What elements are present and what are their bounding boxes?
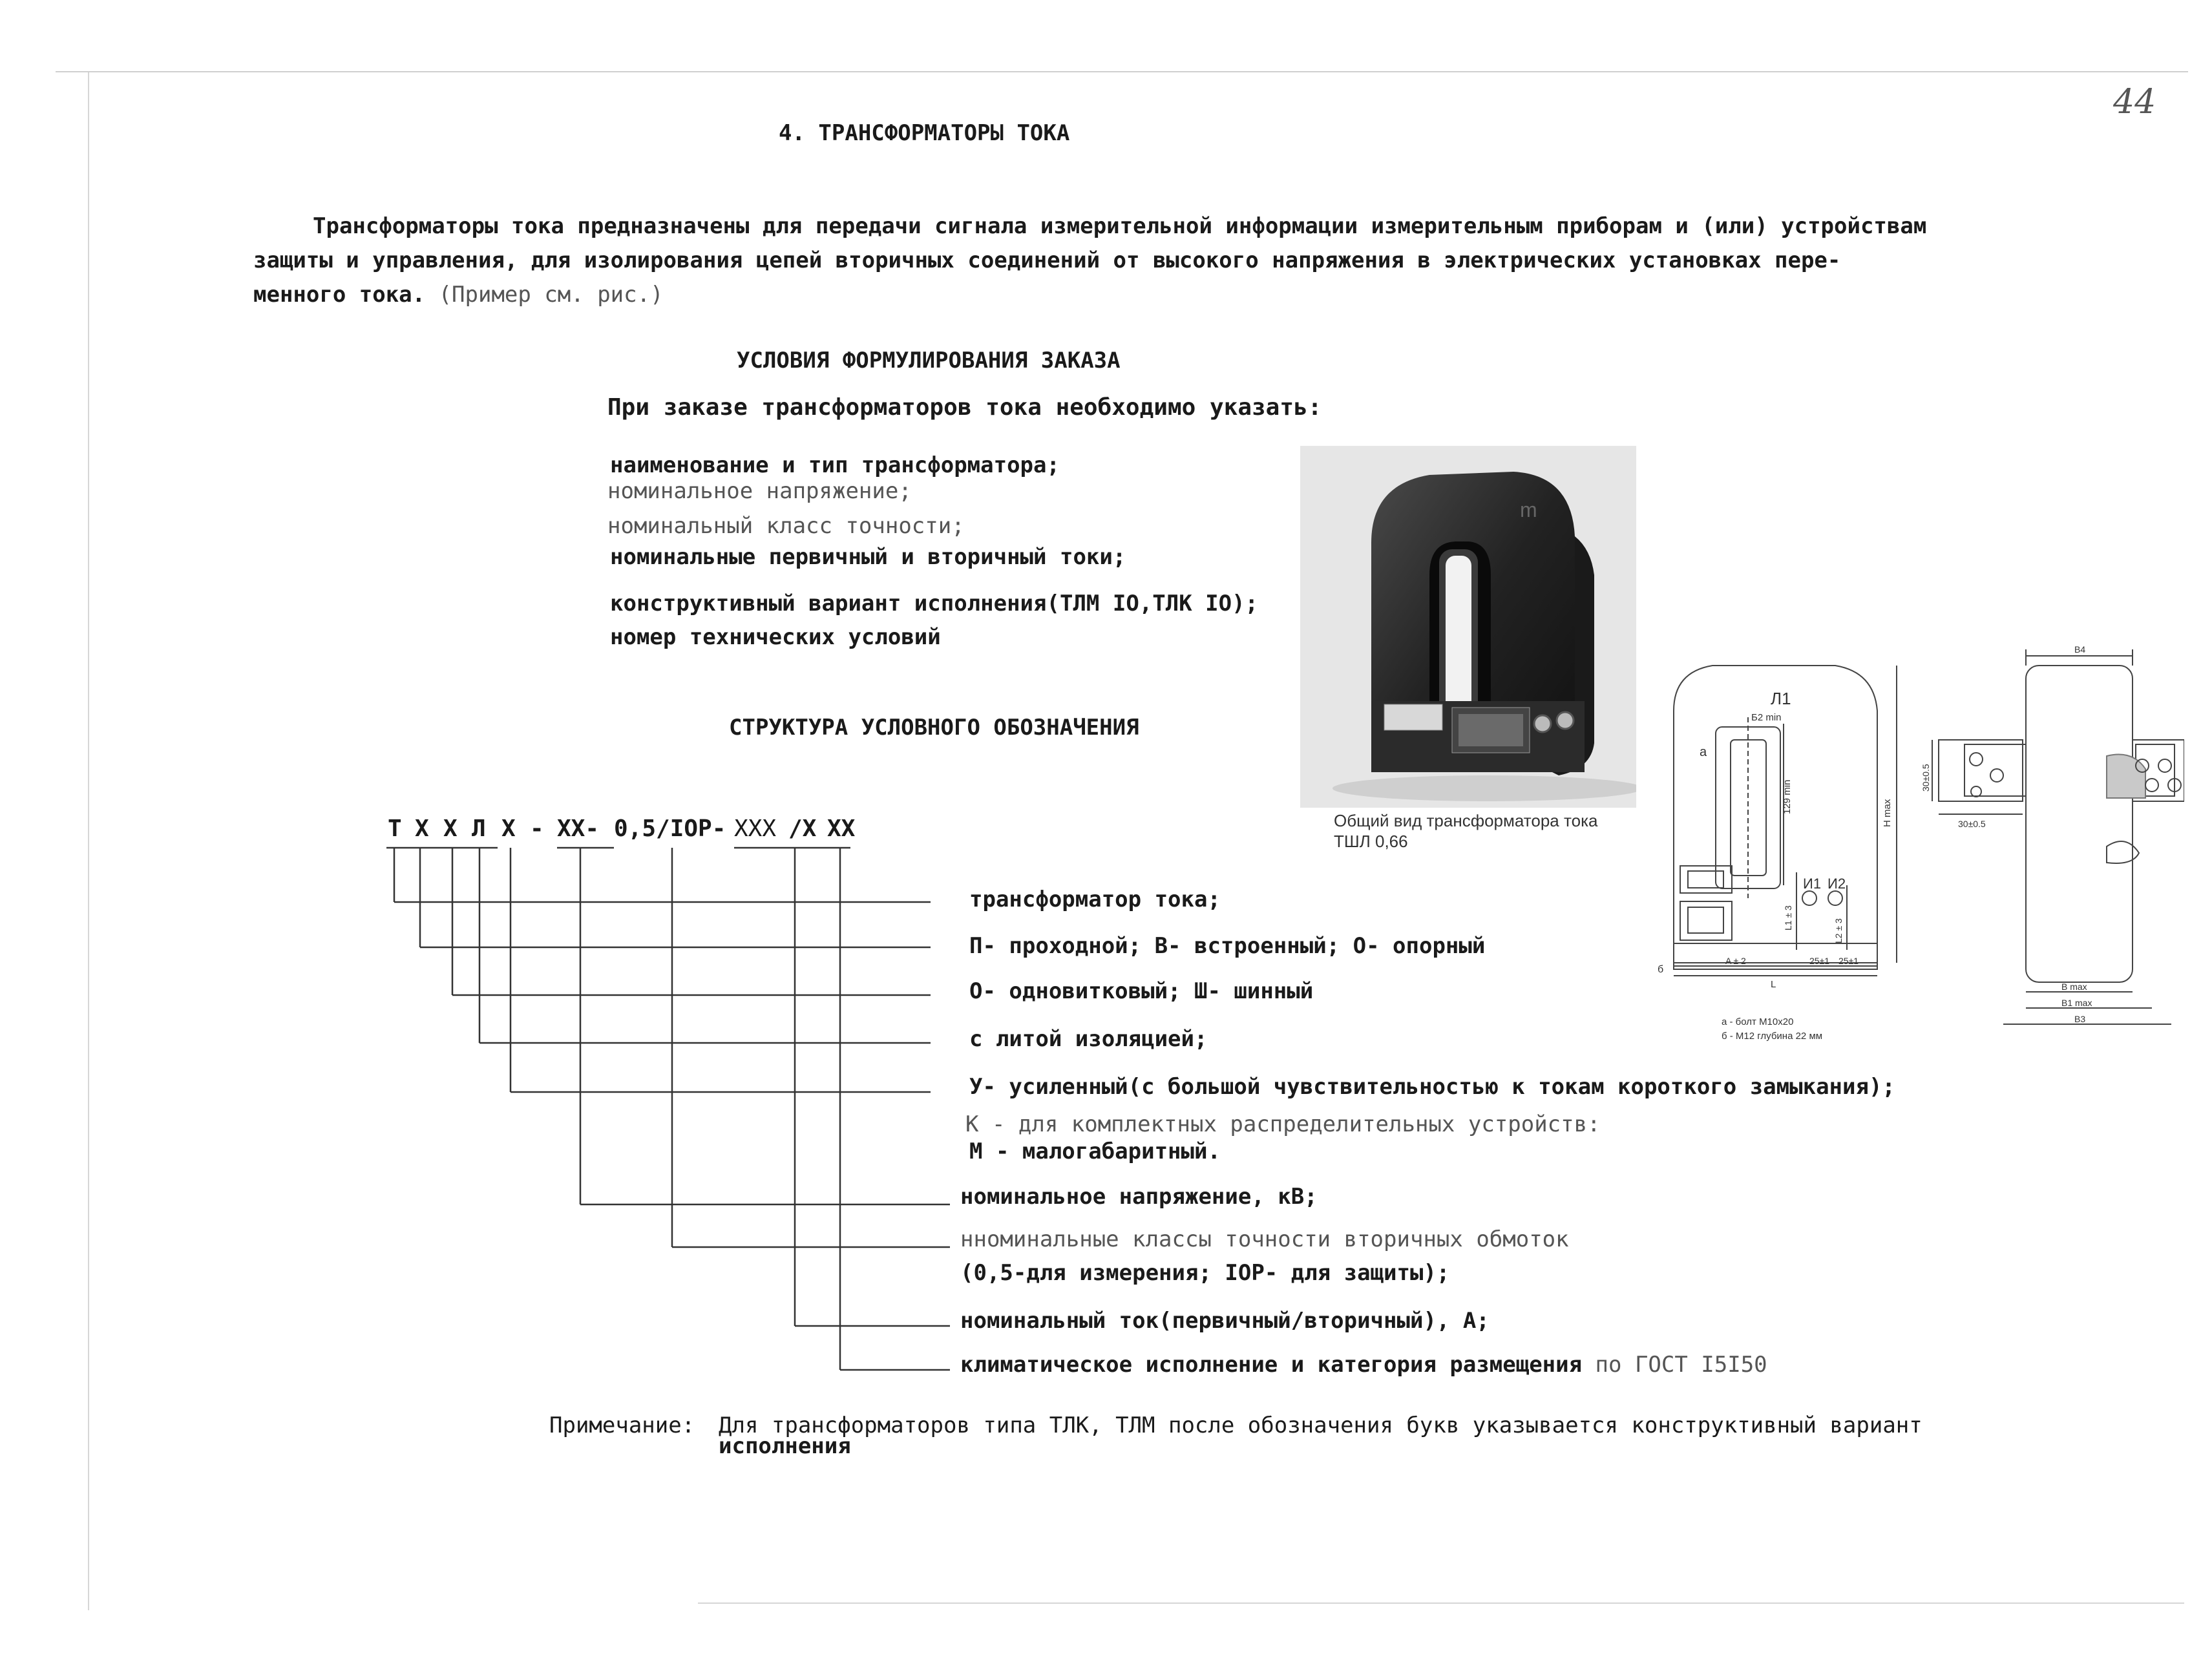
desc-accuracy: нноминальные классы точности вторичных обмоток [960,1226,1569,1252]
code-climate: ХХ [827,815,856,842]
desc-insulation: с литой изоляцией; [969,1026,1208,1052]
label-l1: Л1 [1771,689,1791,708]
transformer-drawing [1654,640,2184,1053]
note-label: Примечание: [549,1413,695,1438]
order-heading: УСЛОВИЯ ФОРМУЛИРОВАНИЯ ЗАКАЗА [737,348,1121,373]
label-l2pm: L2 ± 3 [1833,918,1844,943]
structure-heading: СТРУКТУРА УСЛОВНОГО ОБОЗНАЧЕНИЯ [729,715,1139,741]
label-b4: B4 [2074,644,2086,655]
code-char-x1: Х [415,815,429,842]
order-item: наименование и тип трансформатора; [610,452,1060,478]
label-l: L [1771,979,1776,990]
page-number: 44 [2113,83,2156,121]
code-dash: - [530,815,544,842]
label-b: б [1658,964,1664,975]
order-item: конструктивный вариант исполнения(ТЛМ IO,ТЛК IO); [610,591,1259,616]
desc-voltage: номинальное напряжение, кВ; [960,1184,1318,1210]
desc-climate: климатическое исполнение и категория размещения по ГОСТ I5I50 [960,1352,1767,1378]
desc-winding: О- одновитковый; Ш- шинный [969,978,1314,1004]
label-i2: И2 [1828,876,1846,892]
label-b1max: B1 max [2061,998,2092,1008]
order-lead: При заказе трансформаторов тока необходимо указать: [607,394,1322,421]
code-char-t: Т [388,815,402,842]
order-item: номинальные первичный и вторичный токи; [610,544,1126,570]
note-line-1: Для трансформаторов типа ТЛК, ТЛМ после обозначения букв указывается конструктивный вариант [719,1413,1922,1438]
code-char-x2: Х [443,815,458,842]
desc-accuracy-detail: (0,5-для измерения; IOP- для защиты); [960,1260,1450,1286]
label-l1pm: L1 ± 3 [1783,905,1793,930]
photo-caption-line-2: ТШЛ 0,66 [1334,832,1408,851]
desc-transformer: трансформатор тока; [969,887,1221,912]
label-bmax: B max [2061,982,2087,992]
order-item: номер технических условий [610,624,941,650]
intro-line-3: менного тока. (Пример см. рис.) [253,282,664,308]
label-129min: 129 min [1782,779,1793,814]
label-i1: И1 [1803,876,1822,892]
drawing-note-line-2: б - М12 глубина 22 мм [1722,1031,1823,1042]
intro-line-2: защиты и управления, для изолирования цепей вторичных соединений от высокого напряжения в электрических установках пере- [253,247,1841,273]
logo-mark: m [1520,498,1537,521]
label-b3: B3 [2074,1014,2086,1024]
code-voltage: ХХ- [557,815,600,842]
code-char-x3: Х [501,815,516,842]
intro-line-1: Трансформаторы тока предназначены для передачи сигнала измерительной информации измерительным приборам и (или) устройствам [313,213,1927,239]
order-item: номинальный класс точности; [607,513,965,539]
desc-reinforced: У- усиленный(с большой чувствительностью к токам короткого замыкания); [969,1074,1895,1100]
label-b2min: Б2 min [1751,712,1782,723]
drawing-note-line-1: а - болт М10х20 [1722,1016,1794,1027]
desc-compact: М - малогабаритный. [969,1139,1221,1164]
desc-switchgear: К - для комплектных распределительных устройств: [965,1111,1601,1137]
label-a: а [1700,745,1707,759]
code-secondary: /Х [788,815,817,842]
label-25a: 25±1 [1809,956,1830,966]
photo-caption-line-1: Общий вид трансформатора тока [1334,811,1598,830]
code-char-l: Л [472,815,486,842]
code-accuracy: 0,5/IOP- [614,815,726,842]
label-30h: 30±0.5 [1958,819,1986,829]
section-title: 4. ТРАНСФОРМАТОРЫ ТОКА [779,120,1070,146]
code-current: ХХХ [734,815,777,842]
desc-mounting: П- проходной; В- встроенный; О- опорный [969,933,1486,959]
label-apm: A ± 2 [1725,956,1746,966]
label-30v: 30±0.5 [1921,764,1931,792]
note-line-2: исполнения [719,1433,851,1459]
label-25b: 25±1 [1838,956,1859,966]
desc-current: номинальный ток(первичный/вторичный), А; [960,1308,1490,1334]
order-item: номинальное напряжение; [607,478,912,504]
label-hmax: H max [1882,799,1893,827]
